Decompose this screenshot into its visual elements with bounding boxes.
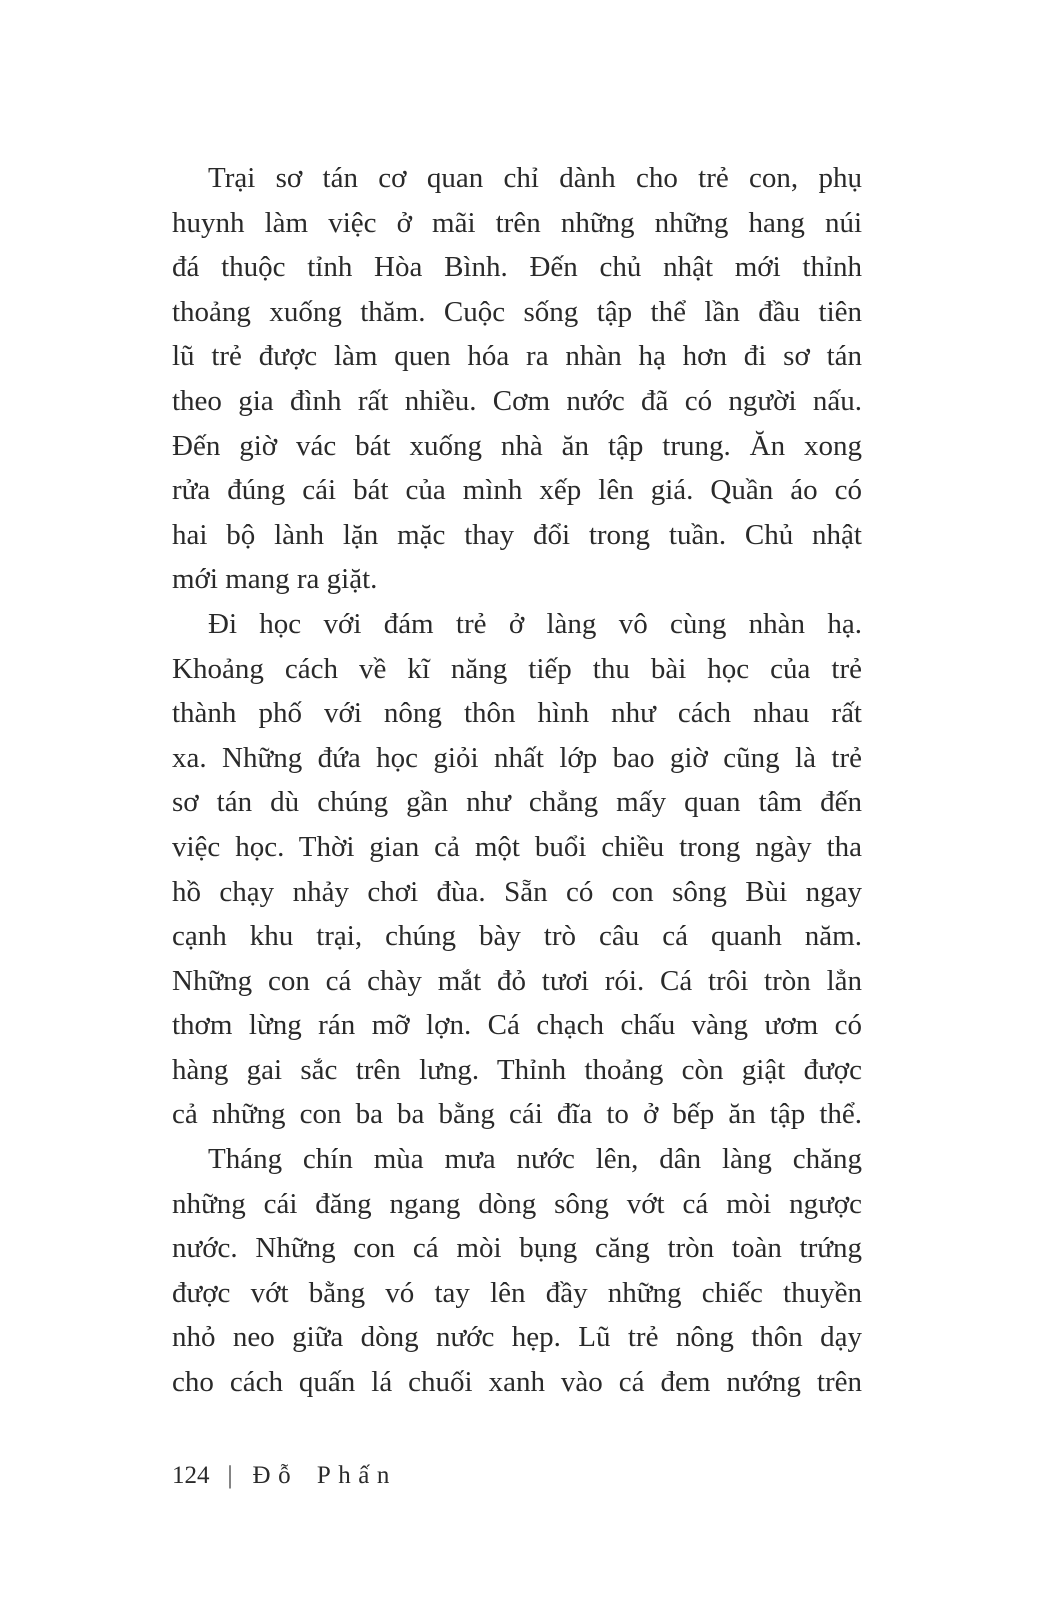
text-line: Tháng chín mùa mưa nước lên, dân làng chăng xyxy=(208,1143,862,1176)
paragraph-1 xyxy=(172,156,862,602)
text-line: nước. Những con cá mòi bụng căng tròn toàn trứng xyxy=(172,1232,862,1265)
text-line: lũ trẻ được làm quen hóa ra nhàn hạ hơn đi sơ tán xyxy=(172,340,862,373)
text-line: huynh làm việc ở mãi trên những những hang núi xyxy=(172,206,862,239)
text-line: Trại sơ tán cơ quan chỉ dành cho trẻ con, phụ xyxy=(208,162,862,194)
text-line: việc học. Thời gian cả một buổi chiều trong ngày tha xyxy=(172,830,862,863)
page-footer xyxy=(172,1462,397,1490)
text-block xyxy=(172,156,862,1405)
text-line: xa. Những đứa học giỏi nhất lớp bao giờ cũng là trẻ xyxy=(172,741,862,774)
text-line: Khoảng cách về kĩ năng tiếp thu bài học của trẻ xyxy=(172,652,862,685)
text-line: Đi học với đám trẻ ở làng vô cùng nhàn hạ. xyxy=(208,607,862,640)
text-line: được vớt bằng vó tay lên đầy những chiếc thuyền xyxy=(172,1276,862,1309)
text-line: cho cách quấn lá chuối xanh vào cá đem nướng trên xyxy=(172,1366,862,1399)
paragraph-2 xyxy=(172,602,862,1137)
footer-divider: | xyxy=(227,1462,233,1489)
text-line: hai bộ lành lặn mặc thay đổi trong tuần. Chủ nhật xyxy=(172,518,862,551)
author-name: Đỗ Phấn xyxy=(252,1462,397,1489)
text-line: Những con cá chày mắt đỏ tươi rói. Cá trôi tròn lẳn xyxy=(172,964,862,997)
text-line: nhỏ neo giữa dòng nước hẹp. Lũ trẻ nông thôn dạy xyxy=(172,1321,862,1354)
text-line: sơ tán dù chúng gần như chẳng mấy quan tâm đến xyxy=(172,786,862,819)
text-line: đá thuộc tỉnh Hòa Bình. Đến chủ nhật mới thỉnh xyxy=(172,251,862,284)
text-line: rửa đúng cái bát của mình xếp lên giá. Quần áo có xyxy=(172,474,862,507)
paragraph-3 xyxy=(172,1137,862,1405)
text-line: thơm lừng rán mỡ lợn. Cá chạch chấu vàng ươm có xyxy=(172,1009,862,1042)
text-line: mới mang ra giặt. xyxy=(172,563,378,596)
text-line: hàng gai sắc trên lưng. Thỉnh thoảng còn giật được xyxy=(172,1053,862,1086)
text-line: cả những con ba ba bằng cái đĩa to ở bếp ăn tập thể. xyxy=(172,1098,862,1131)
text-line: thoảng xuống thăm. Cuộc sống tập thể lần đầu tiên xyxy=(172,295,862,328)
text-line: theo gia đình rất nhiều. Cơm nước đã có người nấu. xyxy=(172,384,862,417)
text-line: những cái đăng ngang dòng sông vớt cá mòi ngược xyxy=(172,1187,862,1220)
text-line: Đến giờ vác bát xuống nhà ăn tập trung. Ăn xong xyxy=(172,429,862,462)
text-line: thành phố với nông thôn hình như cách nhau rất xyxy=(172,697,862,730)
text-line: cạnh khu trại, chúng bày trò câu cá quanh năm. xyxy=(172,920,862,953)
text-line: hồ chạy nhảy chơi đùa. Sẵn có con sông Bùi ngay xyxy=(172,875,862,908)
page-number: 124 xyxy=(172,1462,210,1489)
